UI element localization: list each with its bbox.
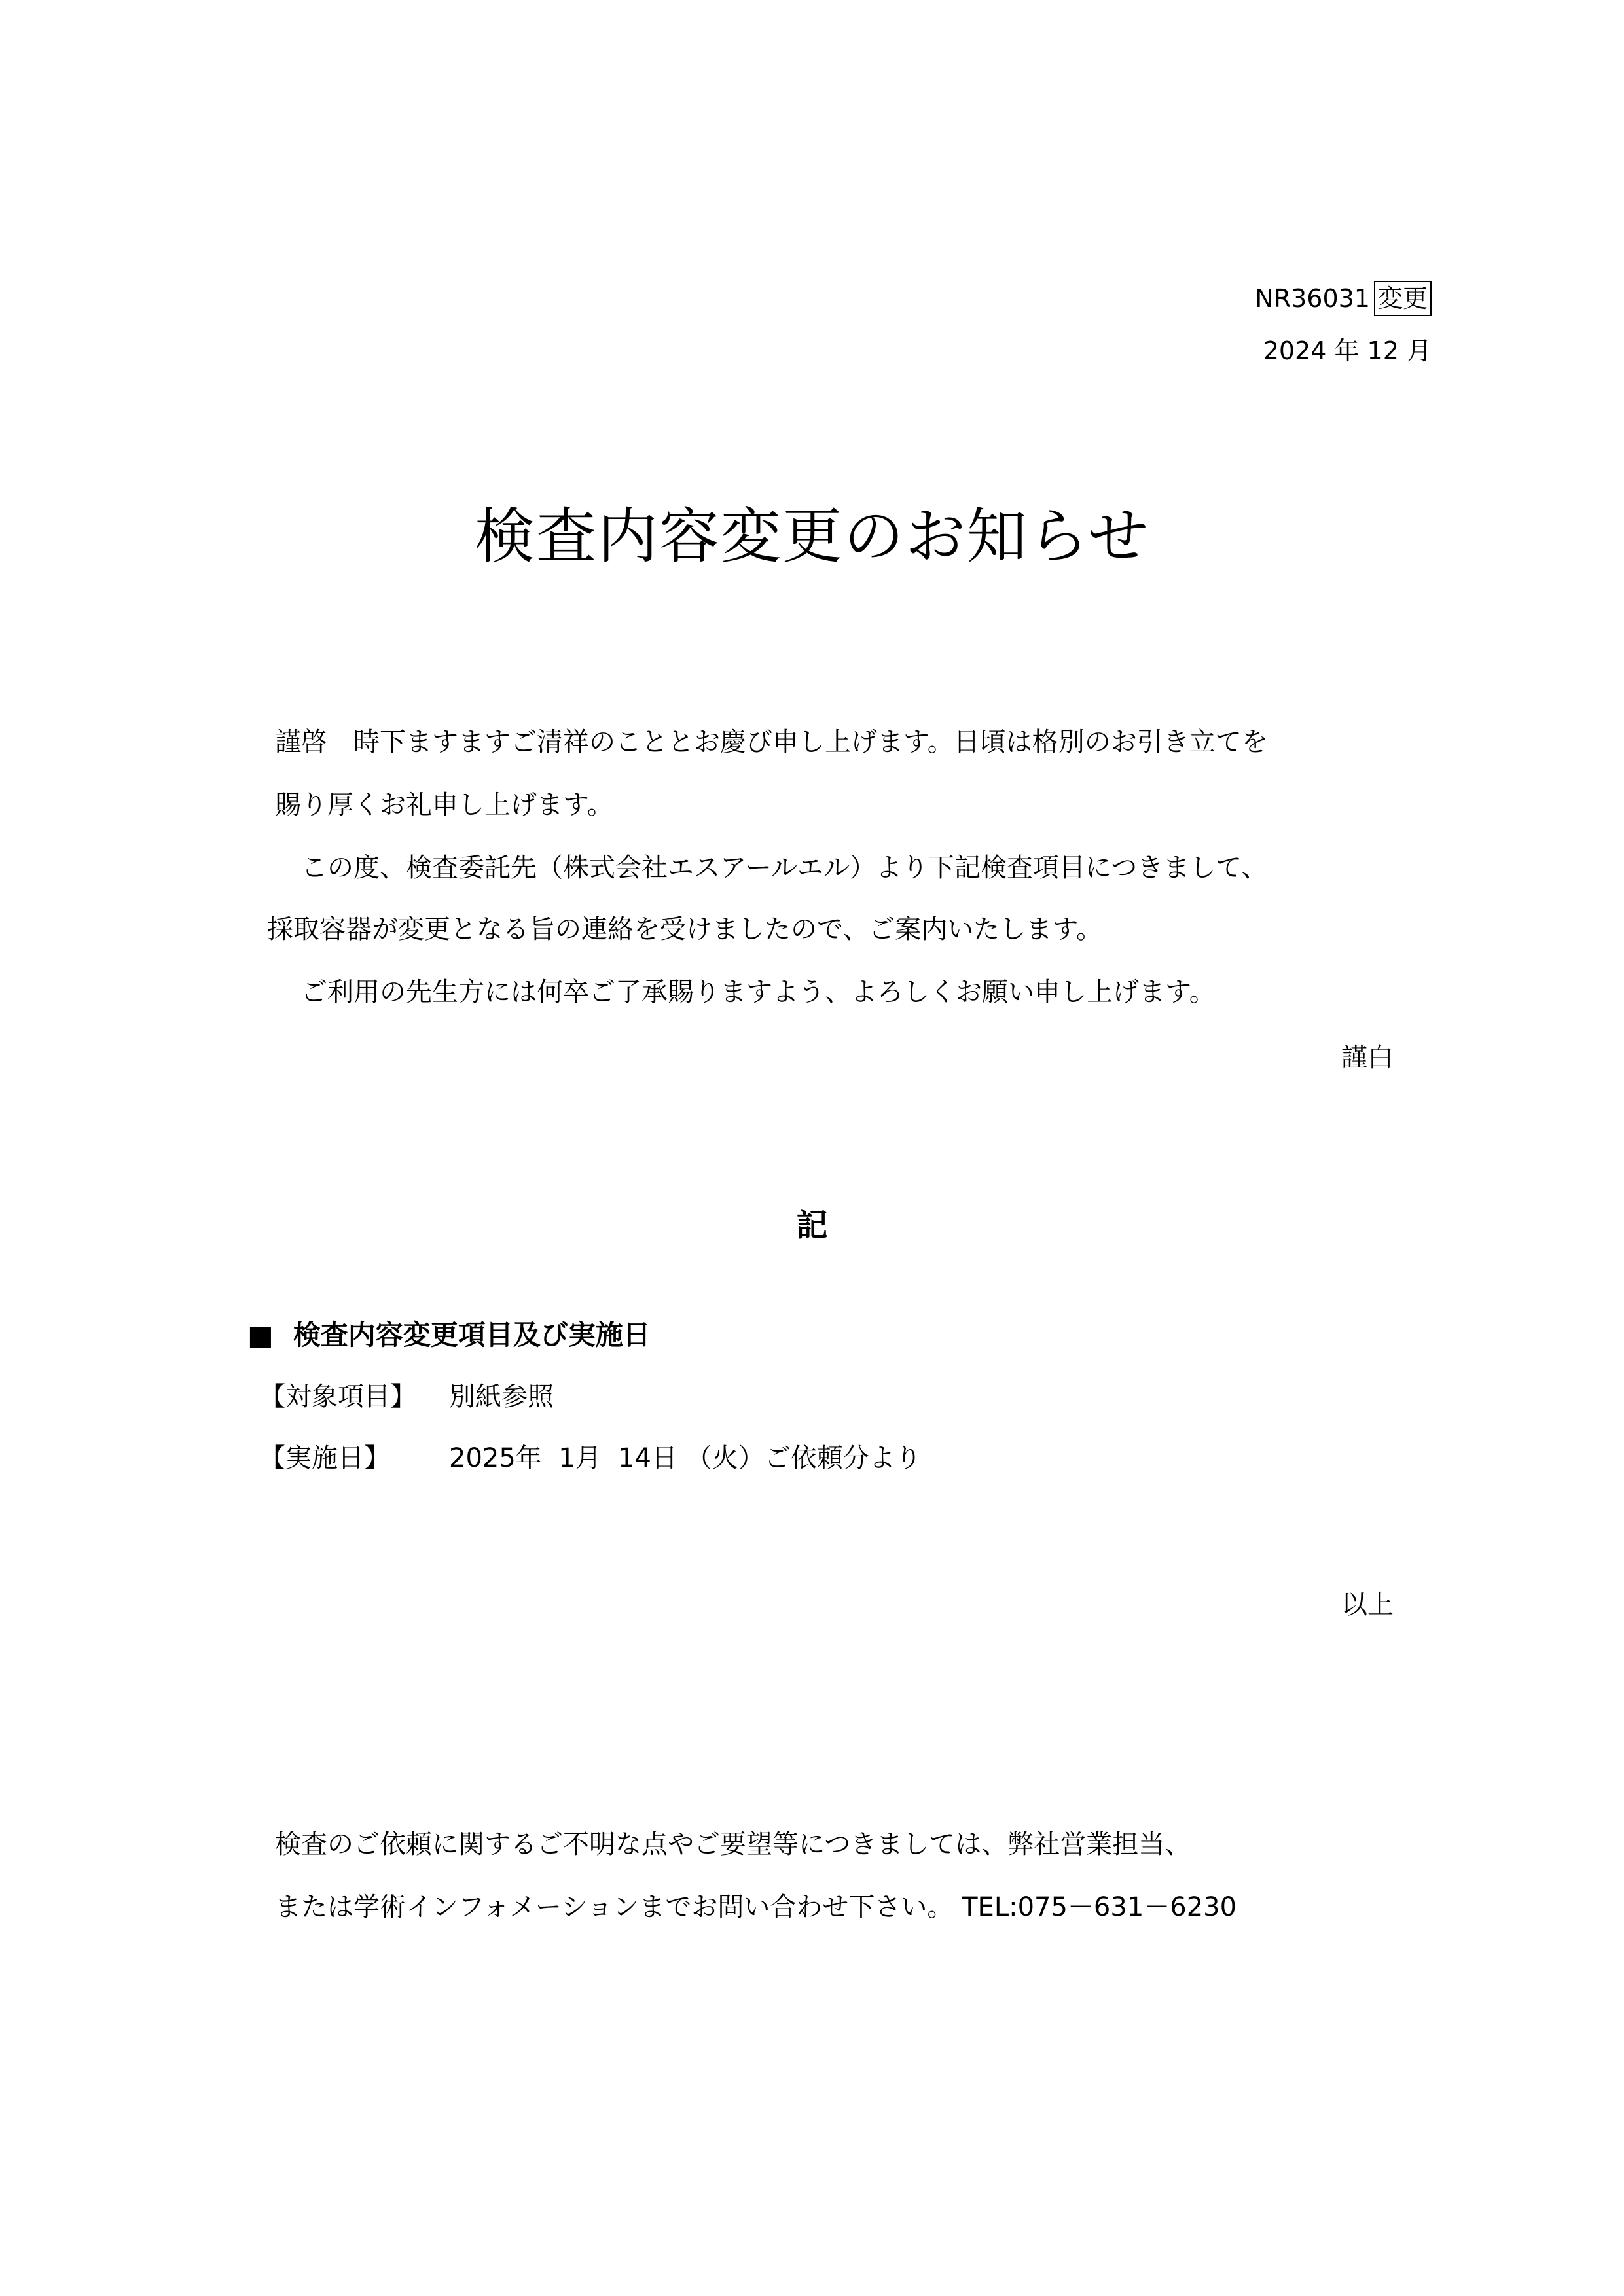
- body-line-2: 賜り厚くお礼申し上げます。: [275, 790, 613, 820]
- footer-line-1: 検査のご依頼に関するご不明な点やご要望等につきましては、弊社営業担当、: [275, 1829, 1191, 1859]
- issue-date: 2024 年 12 月: [1263, 336, 1432, 365]
- footer-line-2: または学術インフォメーションまでお問い合わせ下さい。 TEL:075－631－6230: [275, 1892, 1237, 1922]
- section-heading: [247, 1316, 651, 1355]
- reference-code: NR36031: [1255, 284, 1370, 313]
- closing-salutation: 謹白: [1341, 1043, 1394, 1073]
- page-title: 検査内容変更のお知らせ: [474, 501, 1150, 571]
- implementation-date-label: 【実施日】: [259, 1443, 390, 1473]
- document-reference: [1255, 280, 1432, 317]
- end-mark: 以上: [1341, 1590, 1394, 1620]
- change-badge: 変更: [1374, 281, 1432, 316]
- body-line-5: ご利用の先生方には何卒ご了承賜りますよう、よろしくお願い申し上げます。: [275, 977, 1216, 1007]
- body-line-1: 謹啓 時下ますますご清祥のこととお慶び申し上げます。日頃は格別のお引き立てを: [275, 727, 1268, 757]
- record-heading: 記: [796, 1207, 828, 1244]
- implementation-date-row: [259, 1440, 922, 1477]
- body-line-4: 採取容器が変更となる旨の連絡を受けましたので、ご案内いたします。: [267, 914, 1102, 944]
- square-bullet-icon: ■: [247, 1319, 274, 1351]
- section-heading-text: 検査内容変更項目及び実施日: [293, 1319, 651, 1351]
- implementation-date-value: 2025年 1月 14日 （火）ご依頼分より: [449, 1443, 922, 1473]
- target-items-row: [259, 1378, 554, 1415]
- target-items-value: 別紙参照: [449, 1382, 554, 1412]
- target-items-label: 【対象項目】: [259, 1382, 416, 1412]
- body-line-3: この度、検査委託先（株式会社エスアールエル）より下記検査項目につきまして、: [275, 853, 1268, 883]
